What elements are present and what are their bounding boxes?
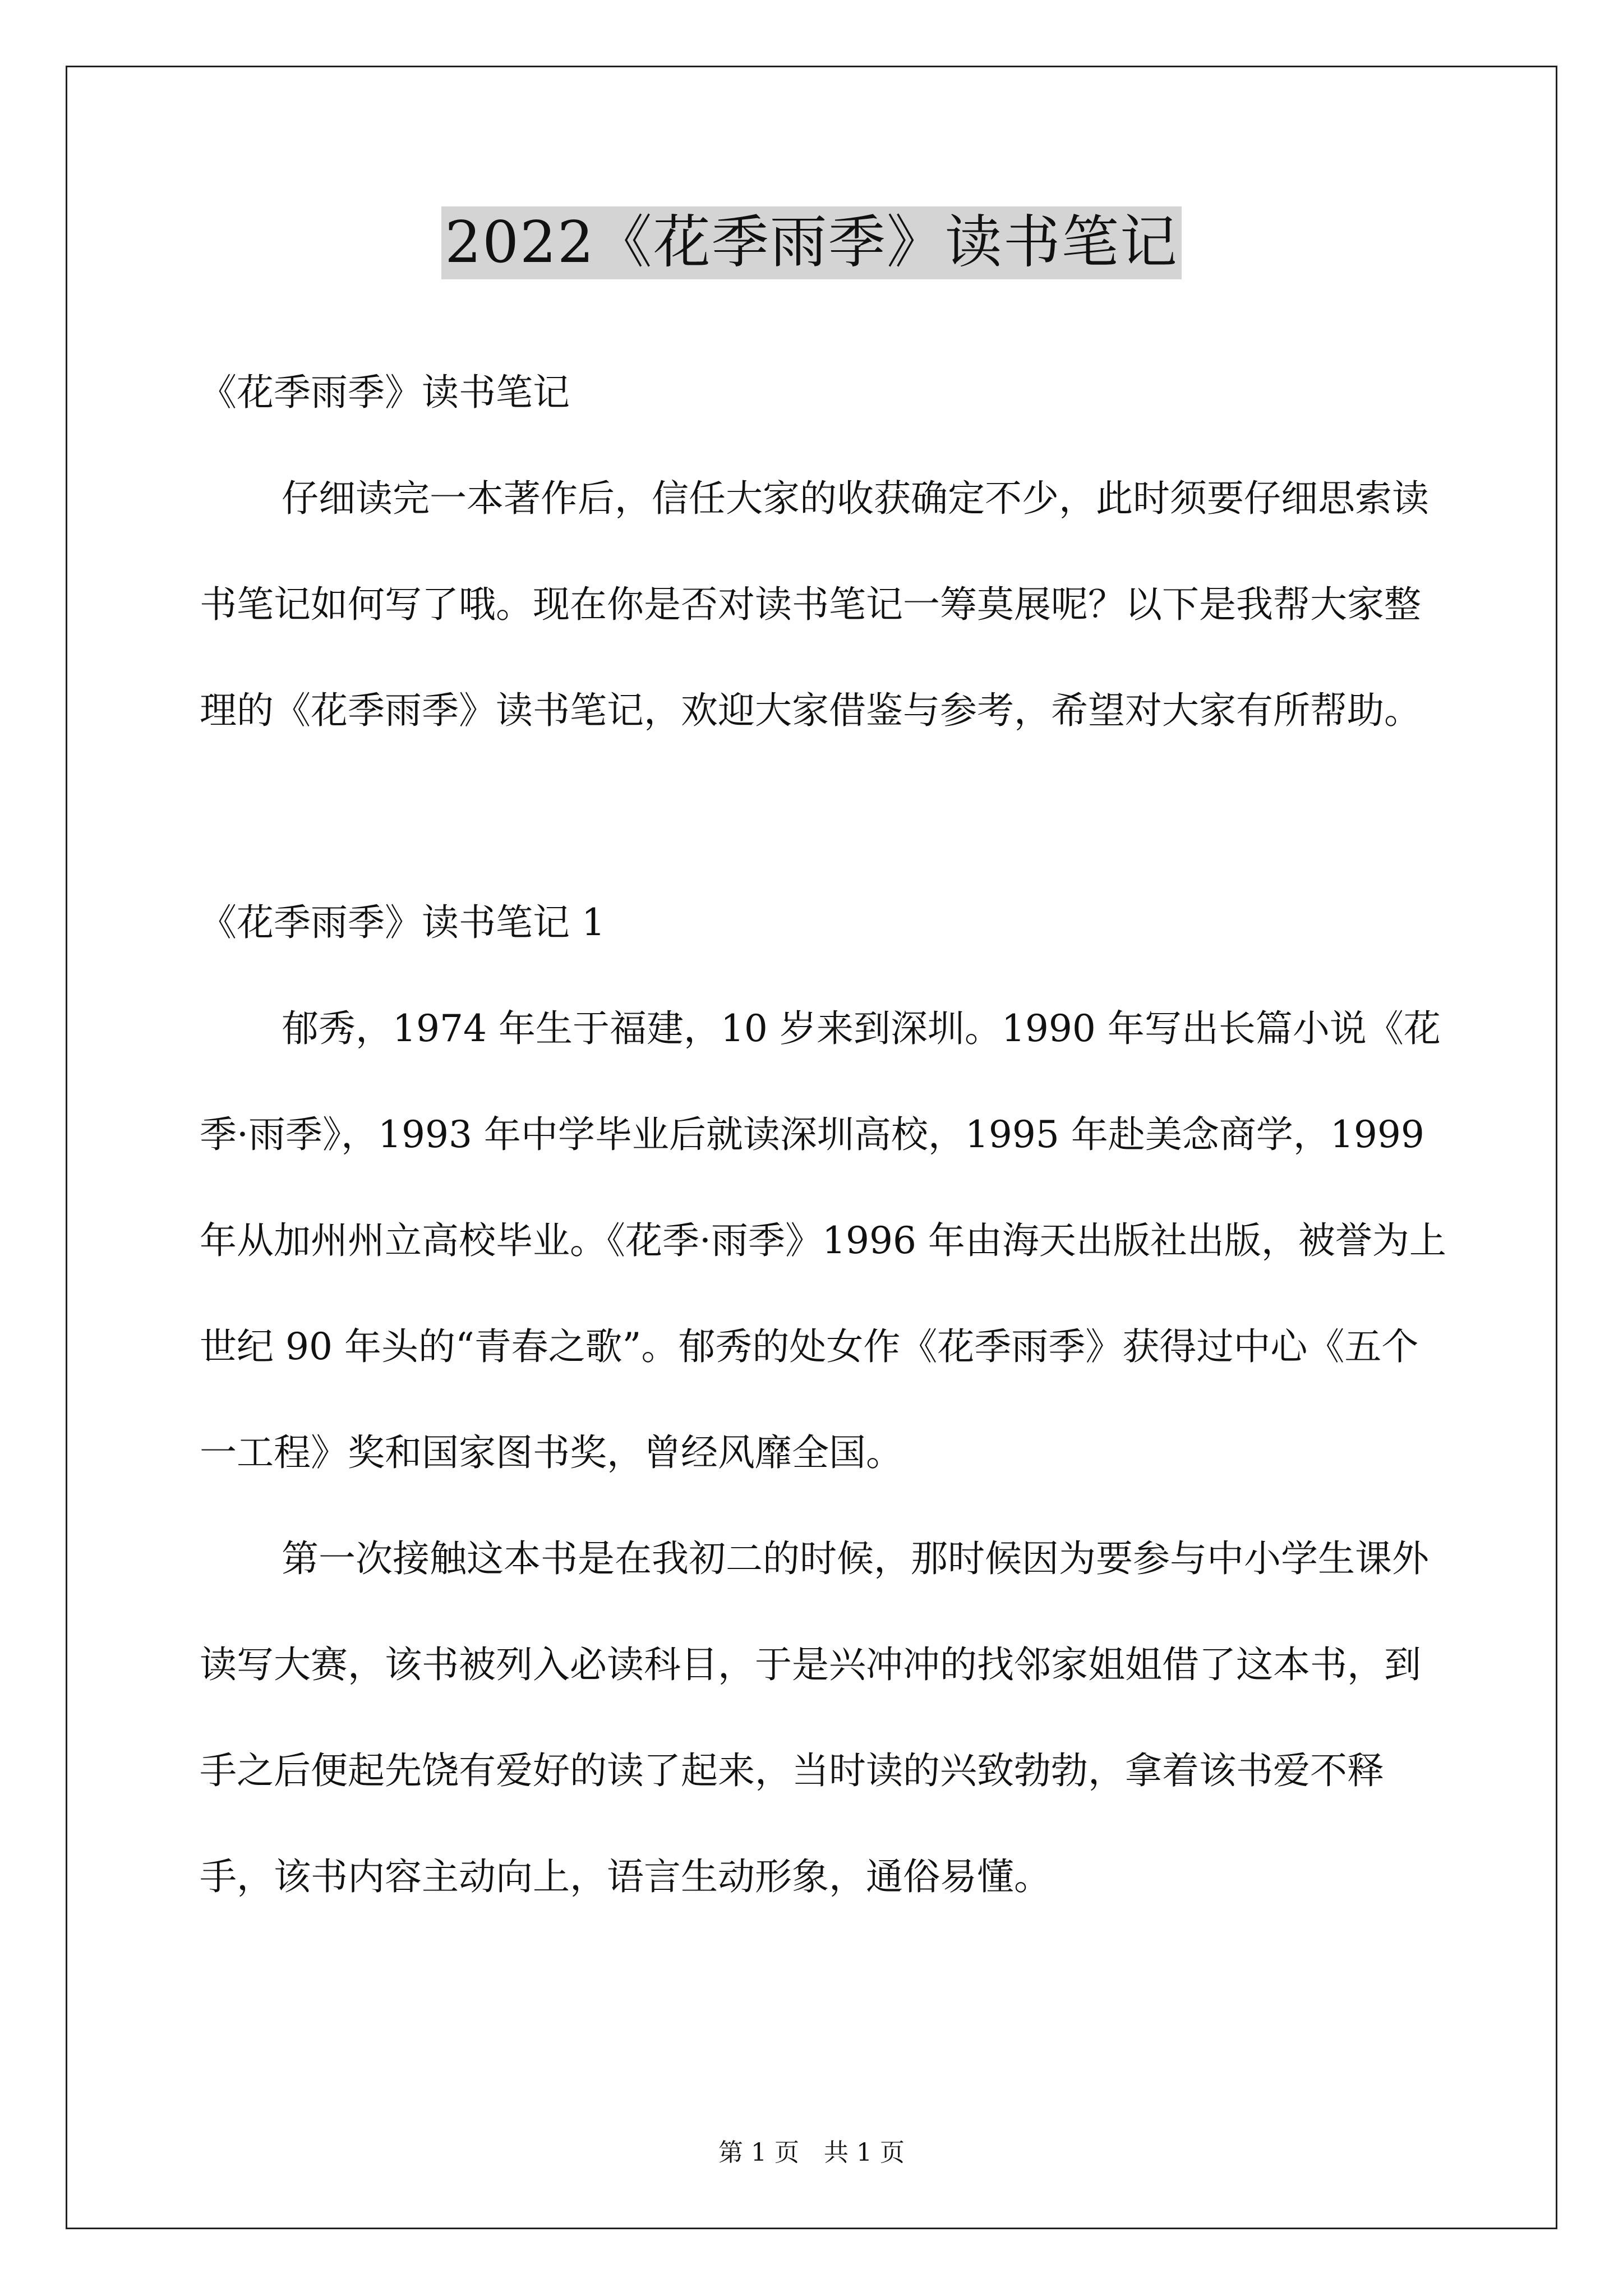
- intro-paragraph: 仔细读完一本著作后，信任大家的收获确定不少，此时须要仔细思索读书笔记如何写了哦。现在你是否对读书笔记一筹莫展呢？以下是我帮大家整理的《花季雨季》读书笔记，欢迎大家借鉴与参考，希望对大家有所帮助。: [200, 477, 1429, 732]
- body-paragraph-2: 第一次接触这本书是在我初二的时候，那时候因为要参与中小学生课外读写大赛，该书被列入必读科目，于是兴冲冲的找邻家姐姐借了这本书，到手之后便起先饶有爱好的读了起来，当时读的兴致勃勃，拿着该书爱不释手，该书内容主动向上，语言生动形象，通俗易懂。: [200, 1537, 1429, 1898]
- document-body: [200, 339, 1450, 1930]
- document-title: 2022《花季雨季》读书笔记: [441, 206, 1182, 279]
- section-heading: 《花季雨季》读书笔记 1: [200, 901, 605, 944]
- section-spacer: [200, 763, 1450, 869]
- subtitle: 《花季雨季》读书笔记: [200, 371, 570, 414]
- title-container: [0, 206, 1623, 279]
- page-footer: 第 1 页 共 1 页: [718, 2138, 905, 2167]
- body-paragraph-1: 郁秀，1974 年生于福建，10 岁来到深圳。1990 年写出长篇小说《花季·雨季》，1993 年中学毕业后就读深圳高校，1995 年赴美念商学，1999 年从加州州立高校毕业。《花季·雨季》1996 年由海天出版社出版，被誉为上世纪 90 年头的“青春之歌”。郁秀的处女作《花季雨季》获得过中心《五个一工程》奖和国家图书奖，曾经风靡全国。: [200, 1007, 1446, 1474]
